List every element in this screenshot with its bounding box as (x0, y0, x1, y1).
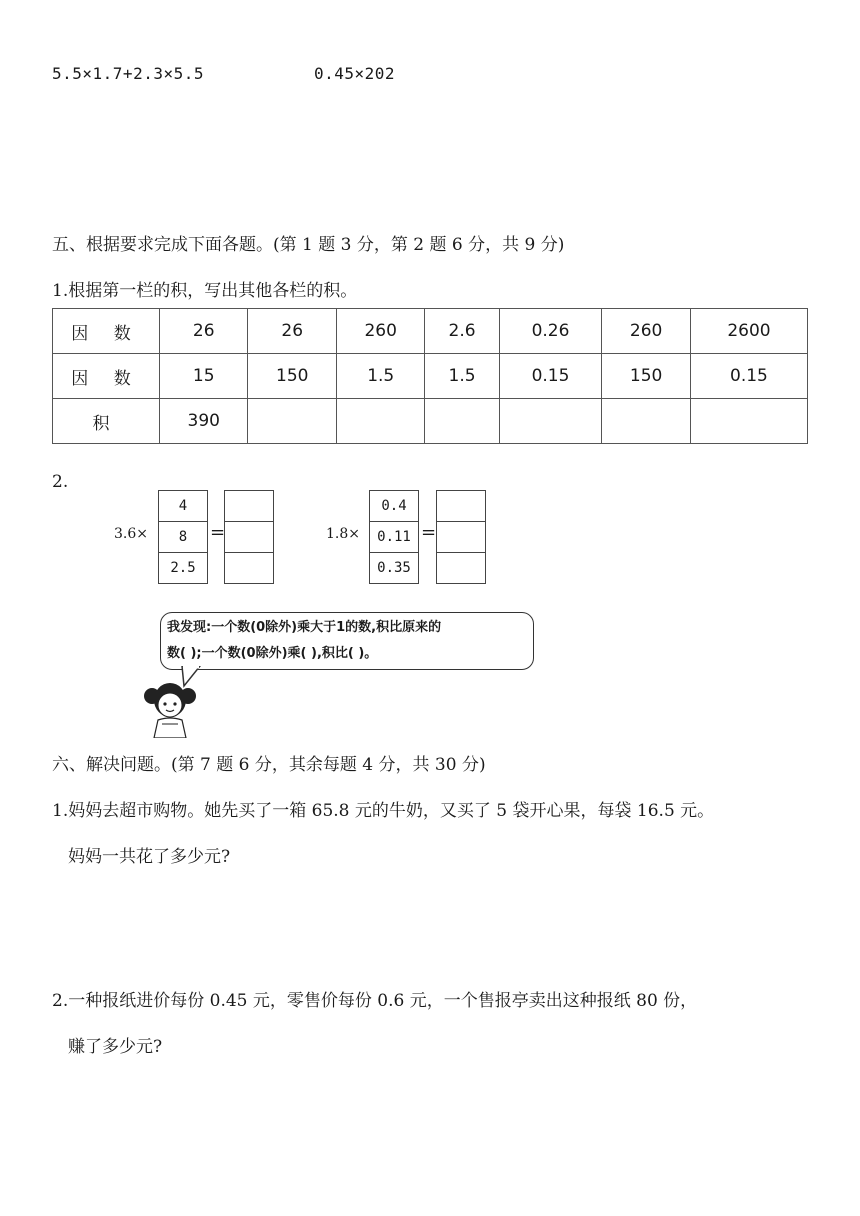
speech-bubble (160, 612, 534, 670)
answer-box[interactable] (225, 522, 273, 553)
expression-2: 0.45×202 (314, 64, 396, 83)
answer-box[interactable] (225, 491, 273, 522)
right-factor-stack (369, 490, 419, 584)
answer-box[interactable] (437, 491, 485, 522)
row-label: 因 数 (53, 309, 160, 354)
equals-sign: = (210, 522, 226, 543)
section-6-question-2-line-2: 赚了多少元? (68, 1037, 163, 1057)
table-cell: 15 (160, 354, 248, 399)
table-cell: 2.6 (425, 309, 499, 354)
answer-cell[interactable] (336, 399, 424, 444)
expression-1: 5.5×1.7+2.3×5.5 (52, 64, 204, 83)
answer-cell[interactable] (425, 399, 499, 444)
right-factor: 0.4 (370, 491, 418, 522)
table-cell: 0.15 (499, 354, 602, 399)
right-factor: 0.11 (370, 522, 418, 553)
bubble-line-1: 我发现:一个数(0除外)乘大于1的数,积比原来的 (167, 620, 442, 635)
section-6-question-1-line-2: 妈妈一共花了多少元? (68, 847, 231, 867)
left-multiplier: 3.6× (114, 526, 148, 542)
section-6-question-1-line-1: 1.妈妈去超市购物。她先买了一箱 65.8 元的牛奶，又买了 5 袋开心果，每袋 16.5 元。 (52, 801, 715, 821)
equals-sign: = (421, 522, 437, 543)
section-5-question-1: 1.根据第一栏的积，写出其他各栏的积。 (52, 281, 358, 301)
section-5-question-2: 2. (52, 472, 69, 492)
row-label: 因 数 (53, 354, 160, 399)
table-row (53, 399, 808, 444)
table-cell: 0.26 (499, 309, 602, 354)
table-row (53, 309, 808, 354)
left-answer-stack (224, 490, 274, 584)
girl-illustration-icon (140, 676, 200, 738)
table-cell: 0.15 (690, 354, 807, 399)
answer-cell[interactable] (499, 399, 602, 444)
table-cell: 1.5 (336, 354, 424, 399)
section-6-question-2-line-1: 2.一种报纸进价每份 0.45 元，零售价每份 0.6 元，一个售报亭卖出这种报纸 80 份， (52, 991, 698, 1011)
table-cell: 26 (160, 309, 248, 354)
table-row (53, 354, 808, 399)
right-factor: 0.35 (377, 560, 411, 576)
factor-table (52, 308, 808, 444)
table-cell: 150 (602, 354, 690, 399)
left-factor: 2.5 (170, 560, 196, 576)
left-factor: 4 (159, 491, 207, 522)
table-cell: 390 (160, 399, 248, 444)
section-5-title: 五、根据要求完成下面各题。(第 1 题 3 分，第 2 题 6 分，共 9 分) (52, 235, 565, 255)
table-cell: 1.5 (425, 354, 499, 399)
left-factor-stack (158, 490, 208, 584)
answer-box[interactable] (437, 553, 485, 583)
section-6-title: 六、解决问题。(第 7 题 6 分，其余每题 4 分，共 30 分) (52, 755, 486, 775)
table-cell: 2600 (690, 309, 807, 354)
table-cell: 150 (248, 354, 336, 399)
bubble-line-2: 数( );一个数(0除外)乘( ),积比( )。 (167, 646, 378, 661)
answer-cell[interactable] (690, 399, 807, 444)
left-factor: 8 (159, 522, 207, 553)
answer-box[interactable] (225, 553, 273, 583)
table-cell: 260 (336, 309, 424, 354)
table-cell: 260 (602, 309, 690, 354)
answer-cell[interactable] (248, 399, 336, 444)
table-cell: 26 (248, 309, 336, 354)
right-answer-stack (436, 490, 486, 584)
answer-box[interactable] (437, 522, 485, 553)
multiplication-figure (112, 488, 532, 588)
row-label: 积 (53, 399, 160, 444)
right-multiplier: 1.8× (326, 526, 360, 542)
answer-cell[interactable] (602, 399, 690, 444)
